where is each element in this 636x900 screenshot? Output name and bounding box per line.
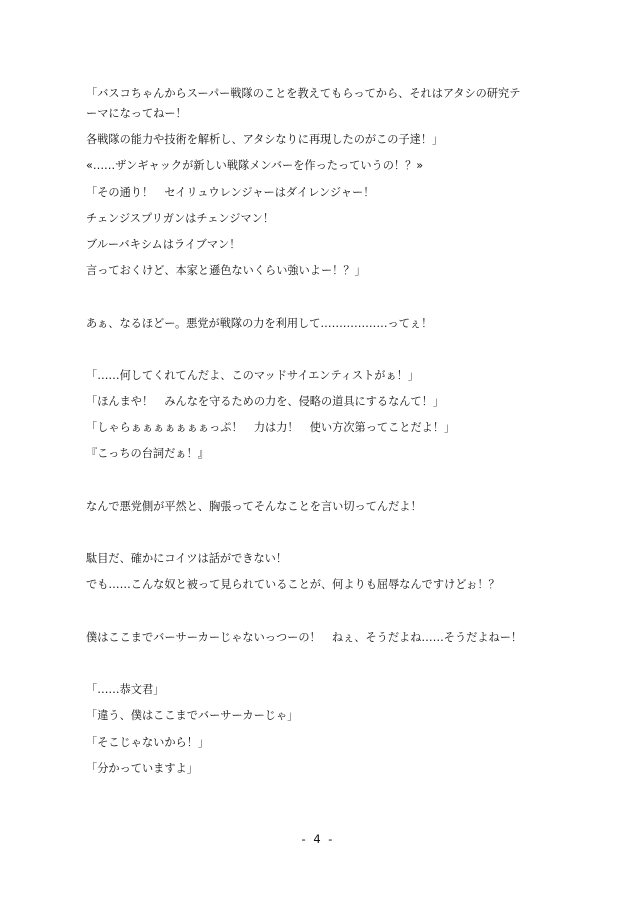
text-line: 『こっちの台詞だぁ！』	[86, 447, 209, 461]
text-line: なんで悪党側が平然と、胸張ってそんなことを言い切ってんだよ！	[86, 499, 422, 513]
text-line: 「違う、僕はここまでバーサーカーじゃ」	[86, 709, 299, 723]
text-line: あぁ、なるほどー。悪党が戦隊の力を利用して………………ってぇ！	[86, 316, 433, 330]
body-text	[86, 86, 566, 782]
text-line: 駄目だ、確かにコイツは話ができない！	[86, 552, 288, 566]
text-line: 「しゃらぁぁぁぁぁぁぁっぷ！ 力は力！ 使い方次第ってことだよ！」	[86, 421, 456, 435]
text-line: ブルーバキシムはライブマン！	[86, 237, 241, 251]
text-line: «……ザンギャックが新しい戦隊メンバーを作ったっていうの！？»	[86, 159, 424, 173]
text-line: 僕はここまでバーサーカーじゃないっつーの！ ねぇ、そうだよね……そうだよねー！	[86, 630, 523, 644]
text-line: 「その通り！ セイリュウレンジャーはダイレンジャー！	[86, 185, 375, 199]
paragraph-gap	[86, 468, 566, 494]
text-line: 各戦隊の能力や技術を解析し、アタシなりに再現したのがこの子達！」	[86, 133, 444, 147]
paragraph-gap	[86, 599, 566, 625]
text-line: 「バスコちゃんからスーパー戦隊のことを教えてもらってから、それはアタシの研究テ	[86, 87, 521, 100]
paragraph-gap	[86, 520, 566, 546]
text-line: 「分かっていますよ」	[86, 761, 198, 775]
text-line: 「……恭文君」	[86, 683, 165, 697]
paragraph-gap	[86, 651, 566, 677]
text-line: 言っておくけど、本家と遜色ないくらい強いよー！？」	[86, 264, 366, 278]
page-number: - 4 -	[301, 832, 335, 846]
paragraph-gap	[86, 337, 566, 363]
text-line: 「……何してくれてんだよ、このマッドサイエンティストがぁ！」	[86, 368, 420, 382]
text-line: 「そこじゃないから！」	[86, 735, 210, 749]
text-line: 「ほんまや！ みんなを守るための力を、侵略の道具にするなんて！」	[86, 395, 445, 409]
text-line: ーマになってねー！	[86, 107, 187, 120]
text-line: でも……こんな奴と被って見られていることが、何よりも屈辱なんですけどぉ！？	[86, 578, 500, 592]
paragraph-gap	[86, 284, 566, 310]
text-line: チェンジスプリガンはチェンジマン！	[86, 211, 275, 225]
